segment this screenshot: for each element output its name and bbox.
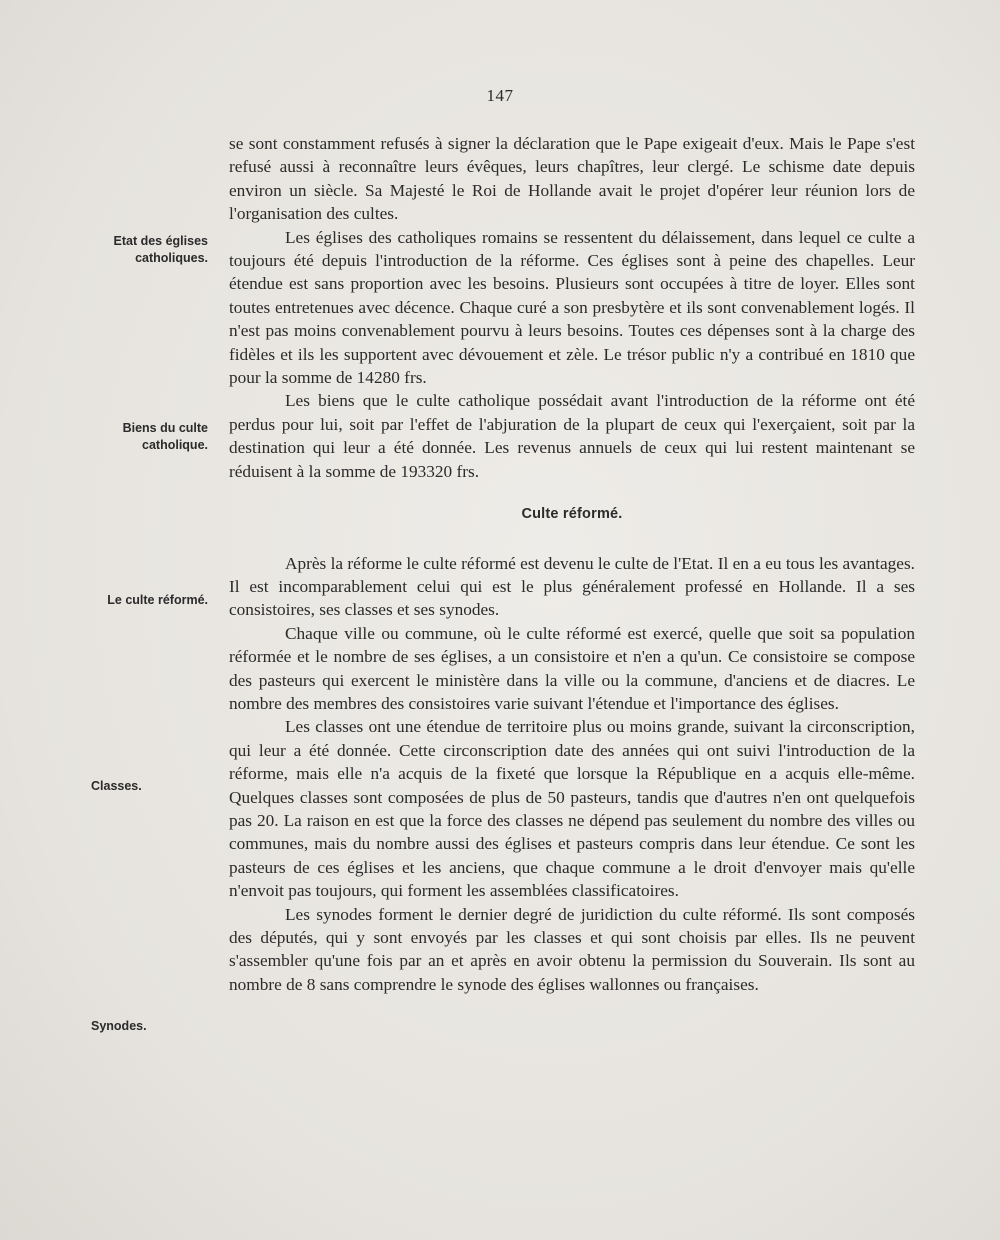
page-number: 147 [486, 86, 514, 105]
section-heading: Culte réformé. [521, 506, 623, 523]
margin-note-culte-reforme: Le culte réformé. [107, 593, 208, 607]
margin-note-synodes: Synodes. [91, 1019, 147, 1033]
margin-note-classes: Classes. [91, 779, 142, 793]
paragraph: Chaque ville ou commune, où le culte réformé est exercé, quelle que soit sa population réformée et le nombre de ses églises, a un consistoire et n'en a qu'un. Ce consistoire se compose des pasteurs qui exercent le ministère dans la ville ou la commune, d'anciens et de diacres. Le nombre des membres des consistoires varie suivant l'étendue et l'importance des églises. [229, 623, 915, 713]
paragraph: Les biens que le culte catholique possédait avant l'introduction de la réforme ont été perdus pour lui, soit par l'effet de l'abjuration de la plupart de ceux qui l'exerçaient, soit par la destination qui leur a été donnée. Les revenus annuels de ceux qui lui restent maintenant se réduisent à la somme de 193320 frs. [229, 391, 915, 481]
paragraph: Les synodes forment le dernier degré de juridiction du culte réformé. Ils sont composés des députés, qui y sont envoyés par les classes et qui sont choisis par elles. Ils ne peuvent s'assembler qu'une fois par an et après en avoir obtenu la permission du Souverain. Ils sont au nombre de 8 sans comprendre le synode des églises wallonnes ou françaises. [229, 904, 915, 994]
paragraph: se sont constamment refusés à signer la déclaration que le Pape exigeait d'eux. Mais le Pape s'est refusé aussi à reconnaître leurs évêques, leurs chapîtres, leur clergé. Le schisme date depuis environ un siècle. Sa Majesté le Roi de Hollande avait le projet d'opérer leur réunion lors de l'organisation des cultes. [229, 134, 915, 224]
margin-note-etat-des-eglises: Etat des églises catholiques. [113, 234, 208, 265]
margin-note-biens-du-culte: Biens du culte catholique. [122, 421, 208, 452]
paragraph: Les églises des catholiques romains se ressentent du délaissement, dans lequel ce culte a toujours été depuis l'introduction de la réforme. Ces églises sont à peine des chapelles. Leur étendue est sans proportion avec les besoins. Plusieurs sont occupées à titre de loyer. Elles sont toutes entretenues avec décence. Chaque curé a son presbytère et ils sont convenablement logés. Il n'est pas moins convenablement pourvu à leurs besoins. Toutes ces dépenses sont à la charge des fidèles et ils les supportent avec dévouement et zèle. Le trésor public n'y a contribué en 1810 que pour la somme de 14280 frs. [229, 227, 915, 388]
paragraph: Après la réforme le culte réformé est devenu le culte de l'Etat. Il en a eu tous les avantages. Il est incomparablement celui qui est le plus généralement professé en Hollande. Il a ses consistoires, ses classes et ses synodes. [229, 553, 915, 620]
body-text [229, 132, 915, 996]
paragraph: Les classes ont une étendue de territoire plus ou moins grande, suivant la circonscription, qui leur a été donnée. Cette circonscription date des années qui ont suivi l'introduction de la réforme, mais elle n'a acquis de la fixeté que lorsque la République en a acquis elle-même. Quelques classes sont composées de plus de 50 pasteurs, tandis que d'autres n'en ont quelquefois pas 20. La raison en est que la force des classes ne dépend pas seulement du nombre des villes ou communes, mais du nombre aussi des églises et pasteurs compris dans leur étendue. Ce sont les pasteurs de ces églises et les anciens, que chaque commune a le droit d'envoyer mais qu'elle n'envoit pas toujours, qui forment les assemblées classificatoires. [229, 717, 915, 901]
